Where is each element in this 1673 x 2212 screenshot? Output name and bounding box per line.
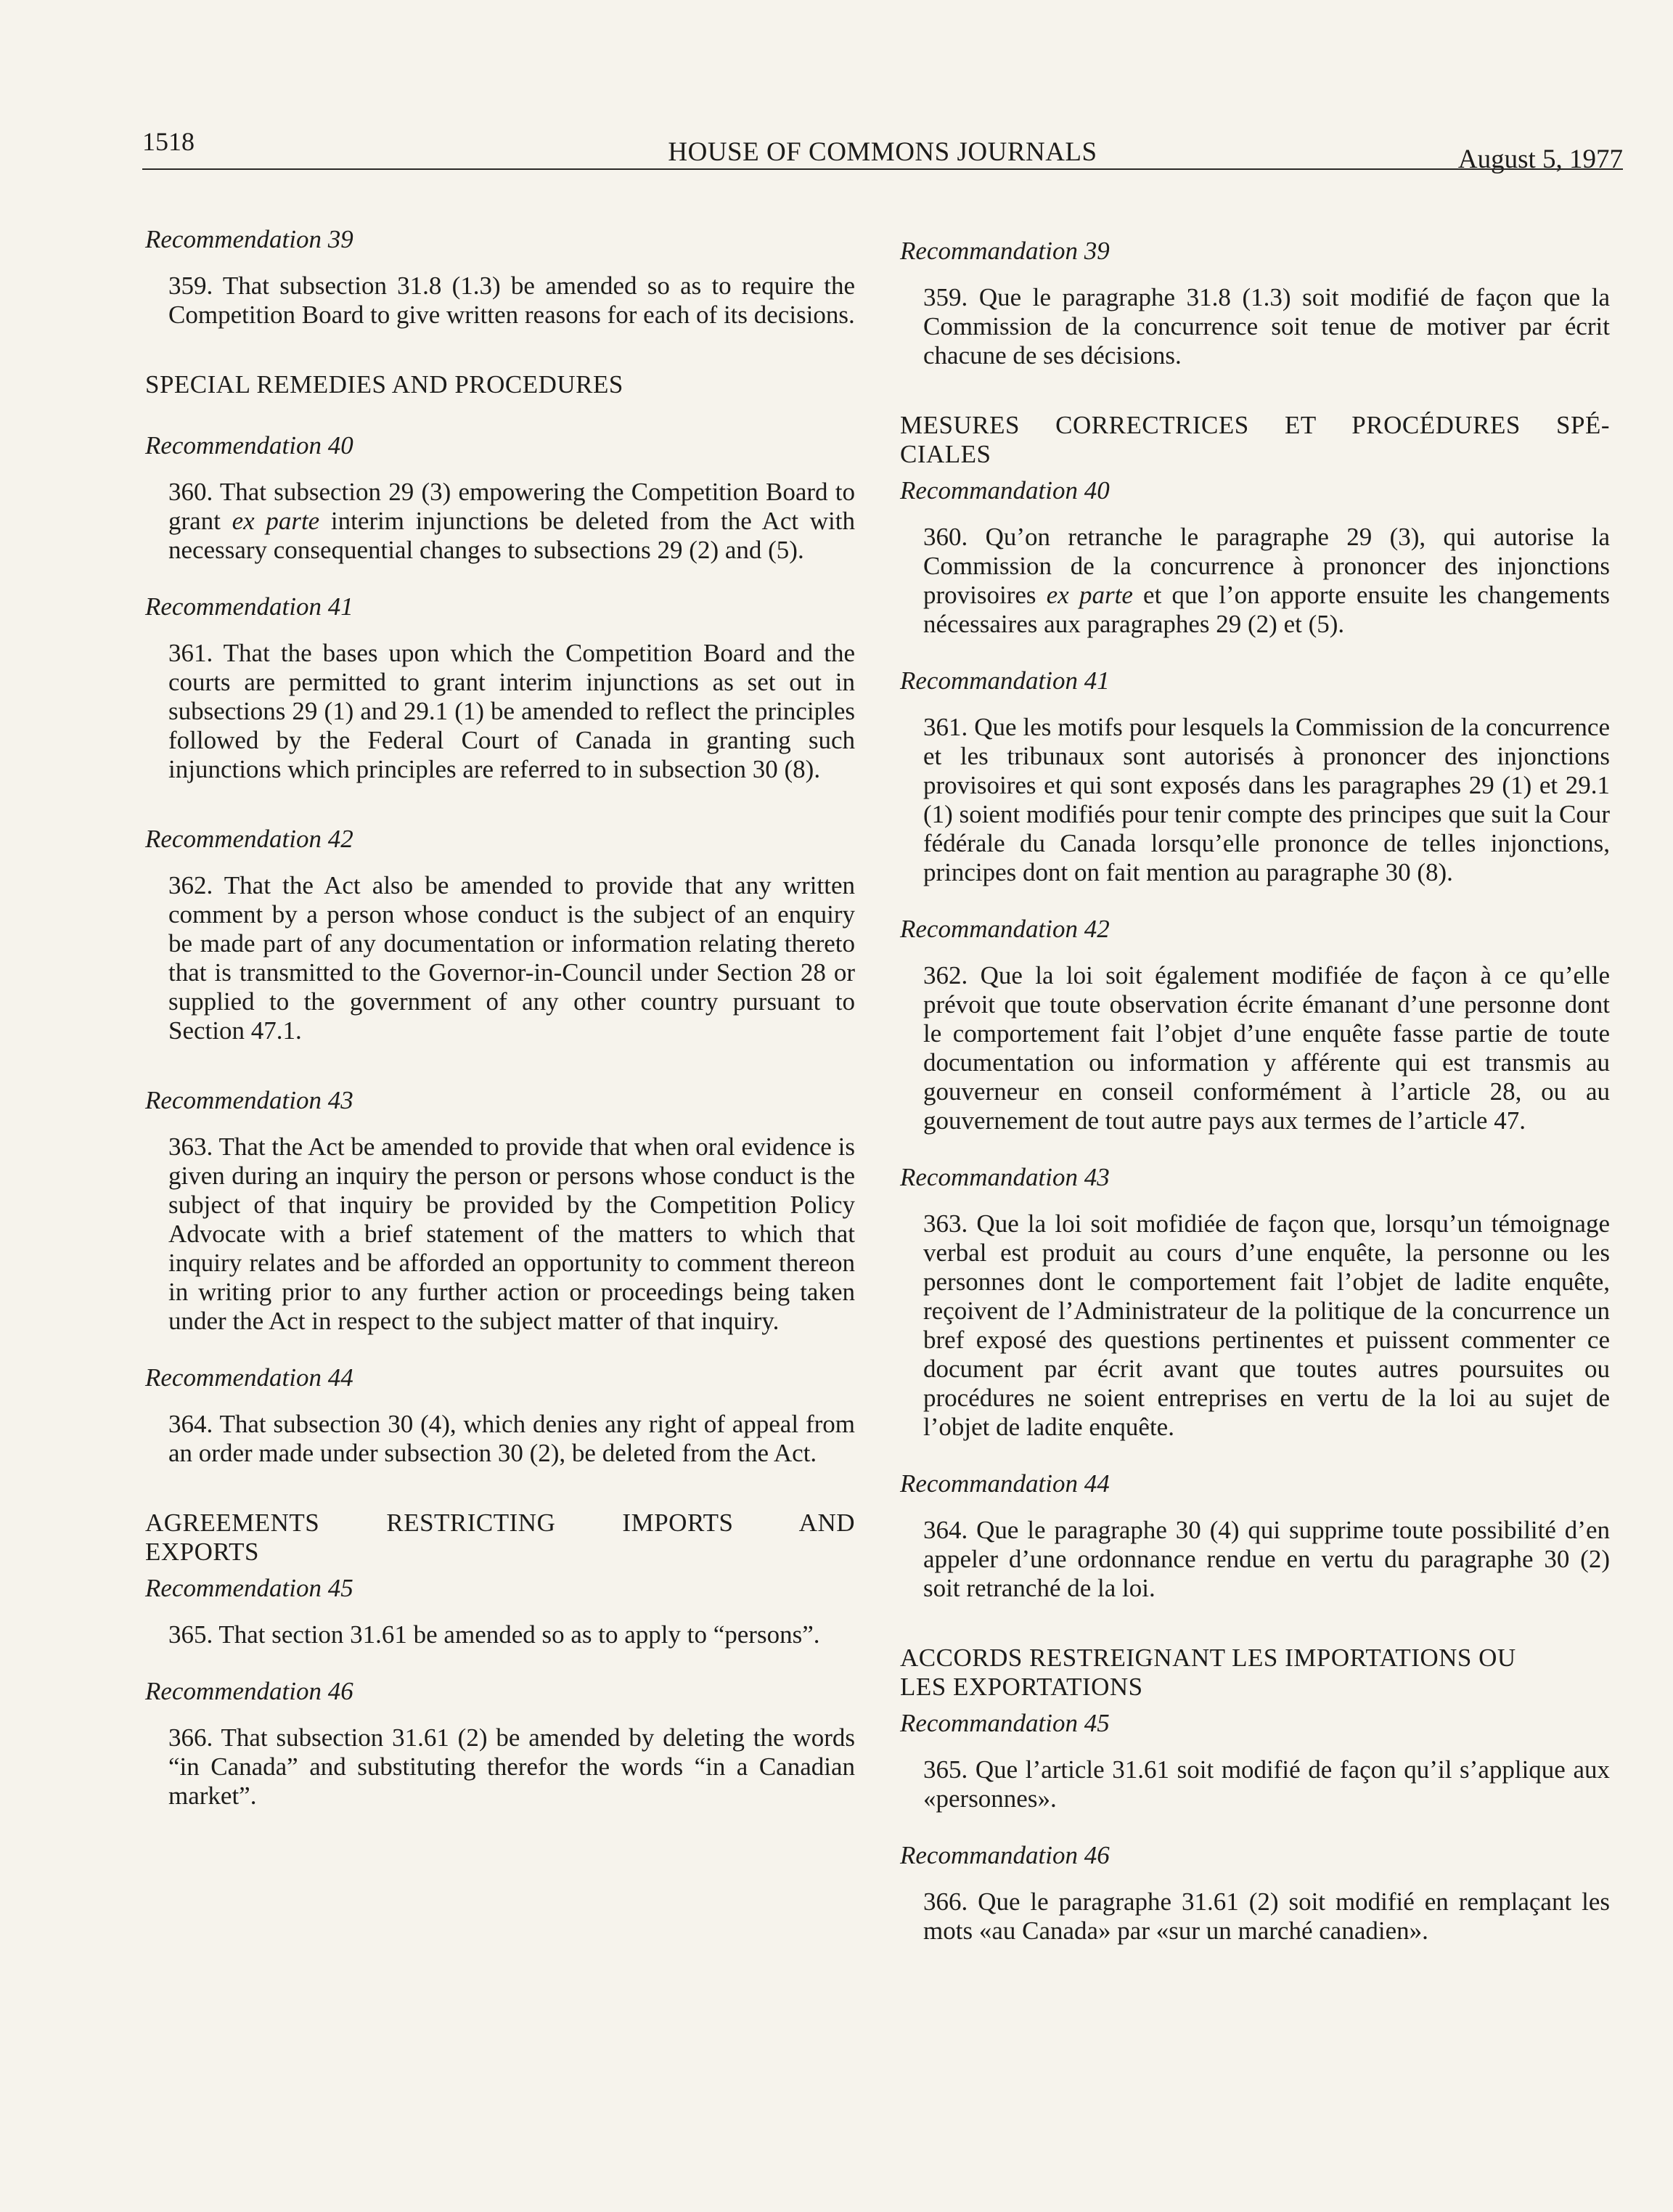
english-column	[123, 225, 871, 1811]
recommendation-41-en	[123, 592, 871, 784]
recommendation-title: Recommandation 42	[900, 915, 1110, 943]
page-date: August 5, 1977	[1457, 144, 1623, 174]
section-heading-accords: ACCORDS RESTREIGNANT LES IMPORTATIONS OU LES EXPORTATIONS	[900, 1644, 1516, 1701]
recommendation-title: Recommandation 39	[900, 237, 1110, 265]
recommendation-title: Recommandation 43	[900, 1163, 1110, 1191]
recommendation-text: 360. Qu’on retranche le paragraphe 29 (3), qui autorise la Commission de la concurrence à prononcer des injonctions provisoires ex parte et que l’on apporte ensuite les changements nécessaires aux paragraphes 29 (2) et (5).	[923, 523, 1610, 638]
recommendation-text: 361. That the bases upon which the Competition Board and the courts are permitted to grant interim injunctions as set out in subsections 29 (1) and 29.1 (1) be amended to reflect the principles followed by the Federal Court of Canada in granting such injunctions which principles are referred to in subsection 30 (8).	[168, 639, 855, 783]
recommendation-text: 363. That the Act be amended to provide that when oral evidence is given during an inquiry the person or persons whose conduct is the subject of that inquiry be provided by the Competition Policy Advocate with a brief statement of the matters to which that inquiry relates and be afforded an opportunity to comment thereon in writing prior to any further action or proceedings being taken under the Act in respect to the subject matter of that inquiry.	[168, 1132, 855, 1335]
recommendation-title: Recommandation 40	[900, 476, 1110, 505]
recommendation-text: 366. That subsection 31.61 (2) be amended by deleting the words “in Canada” and substituting therefor the words “in a Canadian market”.	[168, 1723, 855, 1810]
recommendation-text: 365. That section 31.61 be amended so as to apply to “persons”.	[168, 1620, 820, 1649]
recommendation-40-en	[123, 431, 871, 565]
section-heading-mesures-correctrices: MESURES CORRECTRICES ET PROCÉDURES SPÉ- CIALES	[900, 411, 1610, 468]
recommendation-title: Recommendation 42	[145, 825, 353, 853]
recommendation-40-fr	[878, 476, 1626, 639]
recommendation-39-en	[123, 225, 871, 330]
recommendation-title: Recommendation 44	[145, 1363, 353, 1392]
recommendation-text: 364. Que le paragraphe 30 (4) qui supprime toute possibilité d’en appeler d’une ordonnance rendue en vertu du paragraphe 30 (2) soit retranché de la loi.	[923, 1516, 1610, 1602]
page-header	[142, 122, 1623, 176]
recommendation-43-fr	[878, 1163, 1626, 1442]
recommendation-title: Recommendation 41	[145, 592, 353, 621]
recommendation-46-fr	[878, 1841, 1626, 1946]
recommendation-text: 364. That subsection 30 (4), which denies any right of appeal from an order made under subsection 30 (2), be deleted from the Act.	[168, 1410, 855, 1467]
recommendation-39-fr	[878, 237, 1626, 370]
journal-title: HOUSE OF COMMONS JOURNALS	[668, 137, 1097, 167]
section-heading-special-remedies: SPECIAL REMEDIES AND PROCEDURES	[145, 370, 623, 399]
recommendation-text: 359. Que le paragraphe 31.8 (1.3) soit modifié de façon que la Commission de la concurrence soit tenue de motiver par écrit chacune de ses décisions.	[923, 283, 1610, 370]
recommendation-44-en	[123, 1363, 871, 1468]
recommendation-text: 361. Que les motifs pour lesquels la Commission de la concurrence et les tribunaux sont autorisés à prononcer des injonctions provisoires et qui sont exposés dans les paragraphes 29 (1) et 29.1 (1) soient modifiés pour tenir compte des principes que suit la Cour fédérale du Canada lorsqu’elle prononce de telles injonctions, principes dont on fait mention au paragraphe 30 (8).	[923, 713, 1610, 886]
recommendation-44-fr	[878, 1469, 1626, 1603]
recommendation-45-en	[123, 1574, 871, 1649]
recommendation-title: Recommendation 45	[145, 1574, 353, 1602]
page-number: 1518	[142, 127, 195, 156]
recommendation-title: Recommandation 44	[900, 1469, 1110, 1498]
recommendation-text: 365. Que l’article 31.61 soit modifié de façon qu’il s’applique aux «personnes».	[923, 1755, 1610, 1813]
recommendation-text: 363. Que la loi soit mofidiée de façon que, lorsqu’un témoignage verbal est produit au cours d’une enquête, la personne ou les personnes dont le comportement fait l’objet de ladite enquête, reçoivent de l’Administrateur de la politique de la concurrence un bref exposé des questions pertinentes et puissent commenter ce document par écrit avant que toutes autres poursuites ou procédures ne soient entreprises en vertu de la loi au sujet de l’objet de ladite enquête.	[923, 1209, 1610, 1441]
recommendation-text: 360. That subsection 29 (3) empowering the Competition Board to grant ex parte interim injunctions be deleted from the Act with necessary consequential changes to subsections 29 (2) and (5).	[168, 478, 855, 564]
recommendation-43-en	[123, 1086, 871, 1336]
recommendation-text: 366. Que le paragraphe 31.61 (2) soit modifié en remplaçant les mots «au Canada» par «sur un marché canadien».	[923, 1887, 1610, 1945]
recommendation-title: Recommendation 40	[145, 431, 353, 460]
recommendation-text: 359. That subsection 31.8 (1.3) be amended so as to require the Competition Board to give written reasons for each of its decisions.	[168, 272, 855, 329]
recommendation-46-en	[123, 1677, 871, 1811]
recommendation-text: 362. Que la loi soit également modifiée de façon à ce qu’elle prévoit que toute observation écrite émanant d’une personne dont le comportement fait l’objet d’une enquête fasse partie de toute documentation ou information y afférente qui est transmis au gouverneur en conseil conformément à l’article 28, ou au gouvernement de tout autre pays aux termes de l’article 47.	[923, 961, 1610, 1135]
recommendation-title: Recommandation 45	[900, 1709, 1110, 1737]
section-heading-agreements: AGREEMENTS RESTRICTING IMPORTS AND EXPORTS	[145, 1509, 855, 1566]
header-rule	[142, 168, 1623, 170]
recommendation-text: 362. That the Act also be amended to provide that any written comment by a person whose conduct is the subject of an enquiry be made part of any documentation or information relating thereto that is transmitted to the Governor-in-Council under Section 28 or supplied to the government of any other country pursuant to Section 47.1.	[168, 871, 855, 1045]
recommendation-title: Recommendation 43	[145, 1086, 353, 1114]
recommendation-title: Recommandation 46	[900, 1841, 1110, 1869]
french-column	[878, 237, 1626, 1946]
recommendation-title: Recommendation 46	[145, 1677, 353, 1705]
recommendation-42-fr	[878, 915, 1626, 1135]
recommendation-45-fr	[878, 1709, 1626, 1813]
recommendation-title: Recommendation 39	[145, 225, 353, 253]
recommendation-42-en	[123, 825, 871, 1045]
recommendation-41-fr	[878, 666, 1626, 887]
recommendation-title: Recommandation 41	[900, 666, 1110, 695]
